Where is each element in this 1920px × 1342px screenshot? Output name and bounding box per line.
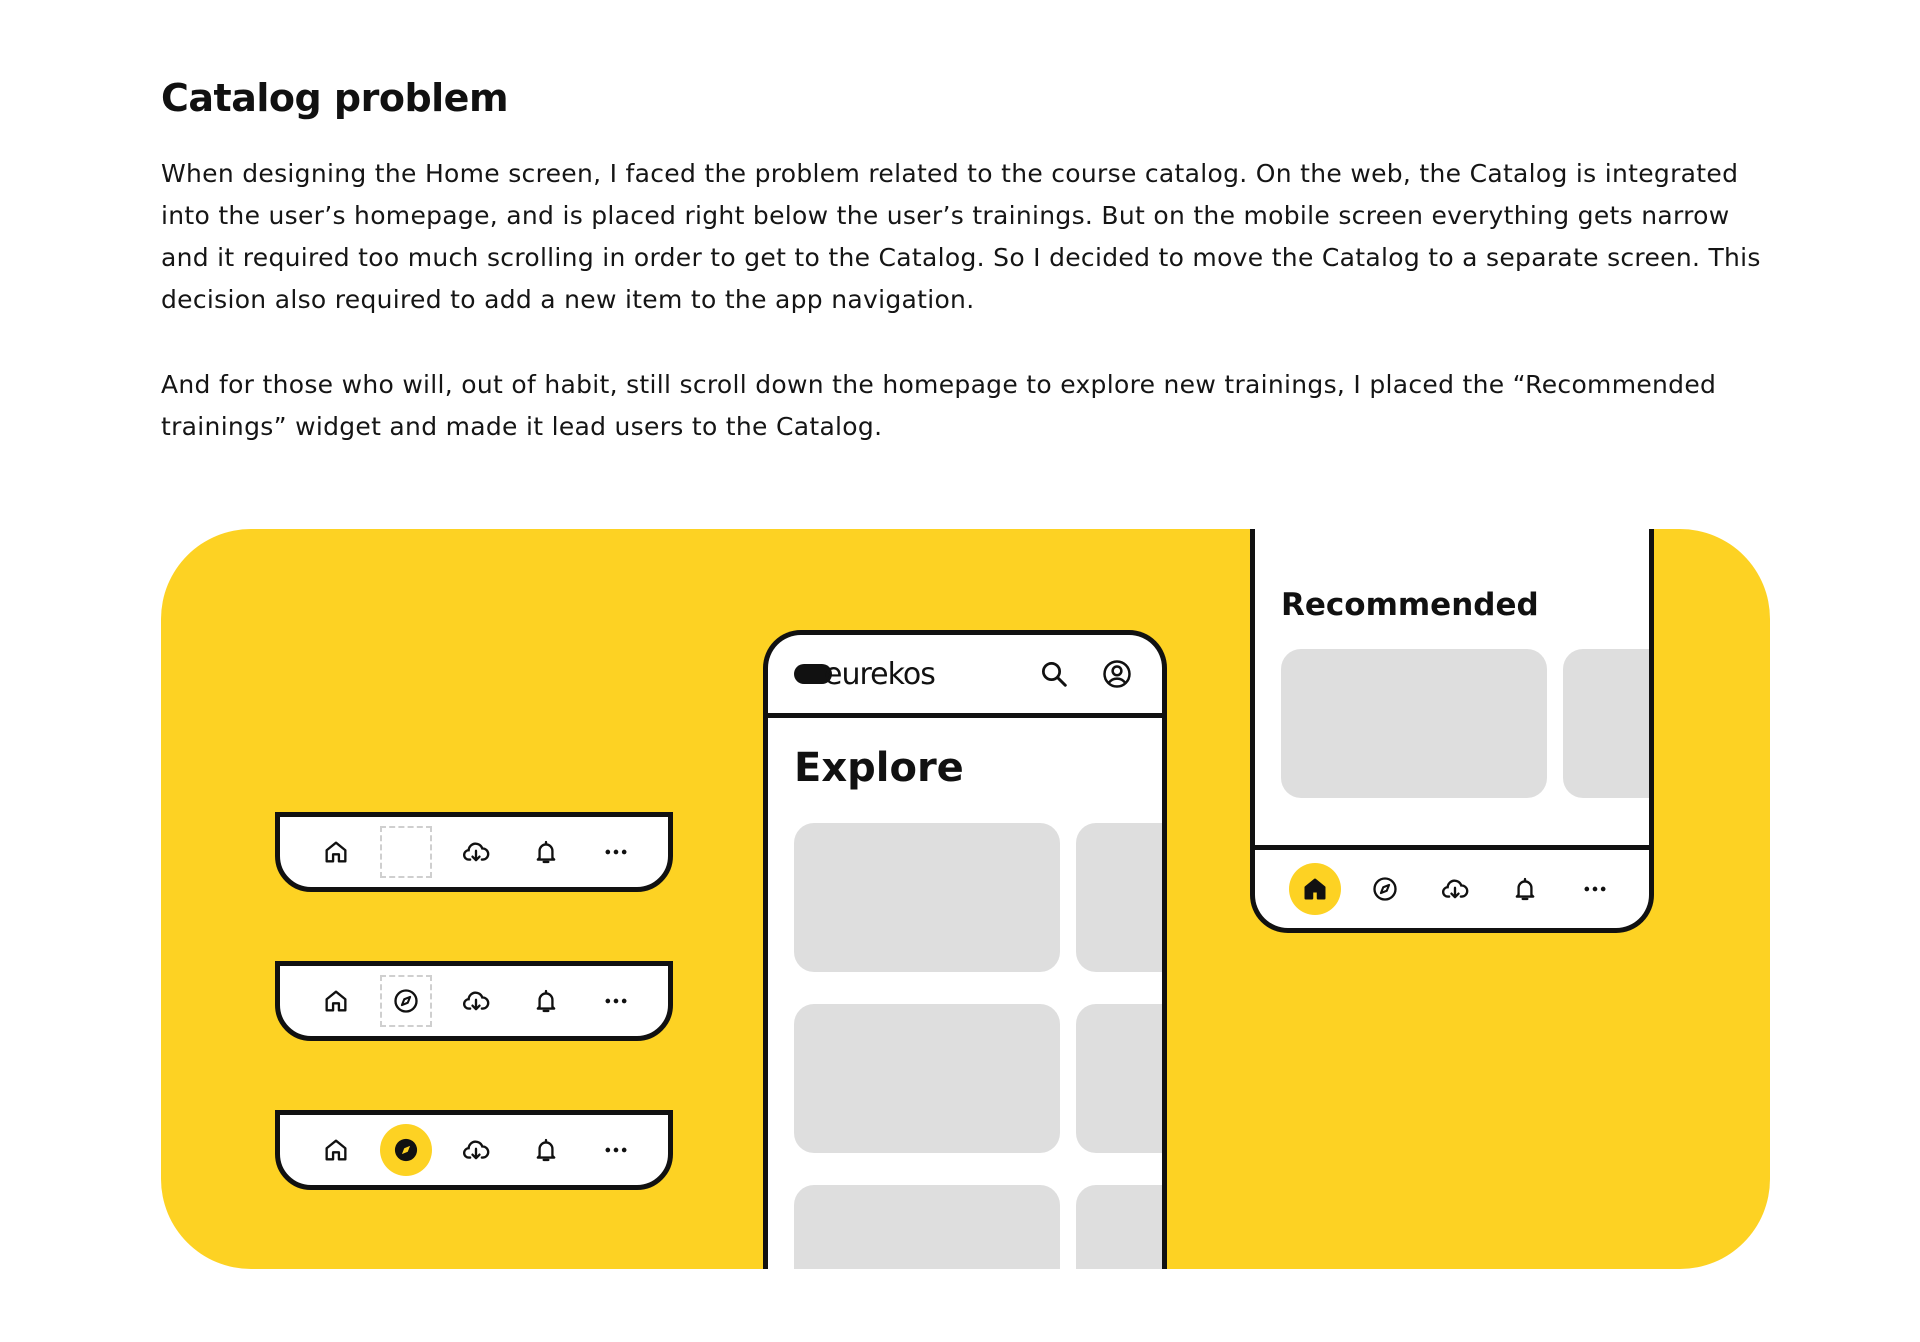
recommended-title: Recommended <box>1281 587 1539 623</box>
screen-title: Explore <box>794 745 964 791</box>
nav-catalog[interactable] <box>1359 863 1411 915</box>
compass-icon <box>392 1136 420 1164</box>
course-card[interactable] <box>794 1004 1060 1153</box>
more-icon <box>602 1136 630 1164</box>
recommended-card[interactable] <box>1281 649 1547 798</box>
more-icon <box>1581 875 1609 903</box>
bell-icon <box>532 987 560 1015</box>
nav-more[interactable] <box>590 975 642 1027</box>
nav-downloads[interactable] <box>1429 863 1481 915</box>
nav-home[interactable] <box>310 975 362 1027</box>
nav-notifications[interactable] <box>520 826 572 878</box>
nav-bar-variant-compass-added <box>275 961 673 1041</box>
nav-notifications[interactable] <box>1499 863 1551 915</box>
eurekos-logo[interactable] <box>794 657 935 691</box>
paragraph-intro: When designing the Home screen, I faced the problem related to the course catalog. On the web, the Catalog is integrated into the user’s homepage, and is placed right below the user’s trainings. But on the mobile screen everything gets narrow and it required too much scrolling in order to get to the Catalog. So I decided to move the Catalog to a separate screen. This decision also required to add a new item to the app navigation. <box>161 159 1761 314</box>
nav-more[interactable] <box>590 826 642 878</box>
course-card[interactable] <box>1076 823 1167 972</box>
course-card[interactable] <box>794 1185 1060 1269</box>
compass-icon <box>392 987 420 1015</box>
paragraph-recommended: And for those who will, out of habit, still scroll down the homepage to explore new trainings, I placed the “Recommended trainings” widget and made it lead users to the Catalog. <box>161 370 1717 441</box>
cloud-download-icon <box>1441 875 1469 903</box>
course-card[interactable] <box>1076 1185 1167 1269</box>
page-title: Catalog problem <box>161 76 509 120</box>
nav-catalog[interactable] <box>380 975 432 1027</box>
app-header <box>768 635 1162 718</box>
illustration-banner <box>161 529 1770 1269</box>
nav-bar-variant-compass-active <box>275 1110 673 1190</box>
nav-more[interactable] <box>1569 863 1621 915</box>
recommended-card[interactable] <box>1563 649 1654 798</box>
nav-home[interactable] <box>310 826 362 878</box>
cloud-download-icon <box>462 987 490 1015</box>
cloud-download-icon <box>462 1136 490 1164</box>
nav-downloads[interactable] <box>450 975 502 1027</box>
logo-text: eurekos <box>824 656 935 692</box>
search-icon[interactable] <box>1039 659 1069 689</box>
nav-downloads[interactable] <box>450 1124 502 1176</box>
nav-notifications[interactable] <box>520 1124 572 1176</box>
nav-catalog-active[interactable] <box>380 1124 432 1176</box>
nav-home-active[interactable] <box>1289 863 1341 915</box>
nav-home[interactable] <box>310 1124 362 1176</box>
home-icon <box>322 1136 350 1164</box>
cloud-download-icon <box>462 838 490 866</box>
phone-explore-screen <box>763 630 1167 1269</box>
nav-bar-variant-empty-slot <box>275 812 673 892</box>
more-icon <box>602 987 630 1015</box>
phone-home-recommended <box>1250 529 1654 933</box>
home-icon <box>322 838 350 866</box>
home-icon <box>1301 875 1329 903</box>
compass-icon <box>1371 875 1399 903</box>
course-card[interactable] <box>794 823 1060 972</box>
nav-empty-slot <box>380 826 432 878</box>
bell-icon <box>532 1136 560 1164</box>
user-icon[interactable] <box>1102 659 1132 689</box>
bottom-nav-bar <box>1255 845 1649 928</box>
more-icon <box>602 838 630 866</box>
nav-notifications[interactable] <box>520 975 572 1027</box>
bell-icon <box>532 838 560 866</box>
nav-more[interactable] <box>590 1124 642 1176</box>
bell-icon <box>1511 875 1539 903</box>
home-icon <box>322 987 350 1015</box>
nav-downloads[interactable] <box>450 826 502 878</box>
course-card[interactable] <box>1076 1004 1167 1153</box>
